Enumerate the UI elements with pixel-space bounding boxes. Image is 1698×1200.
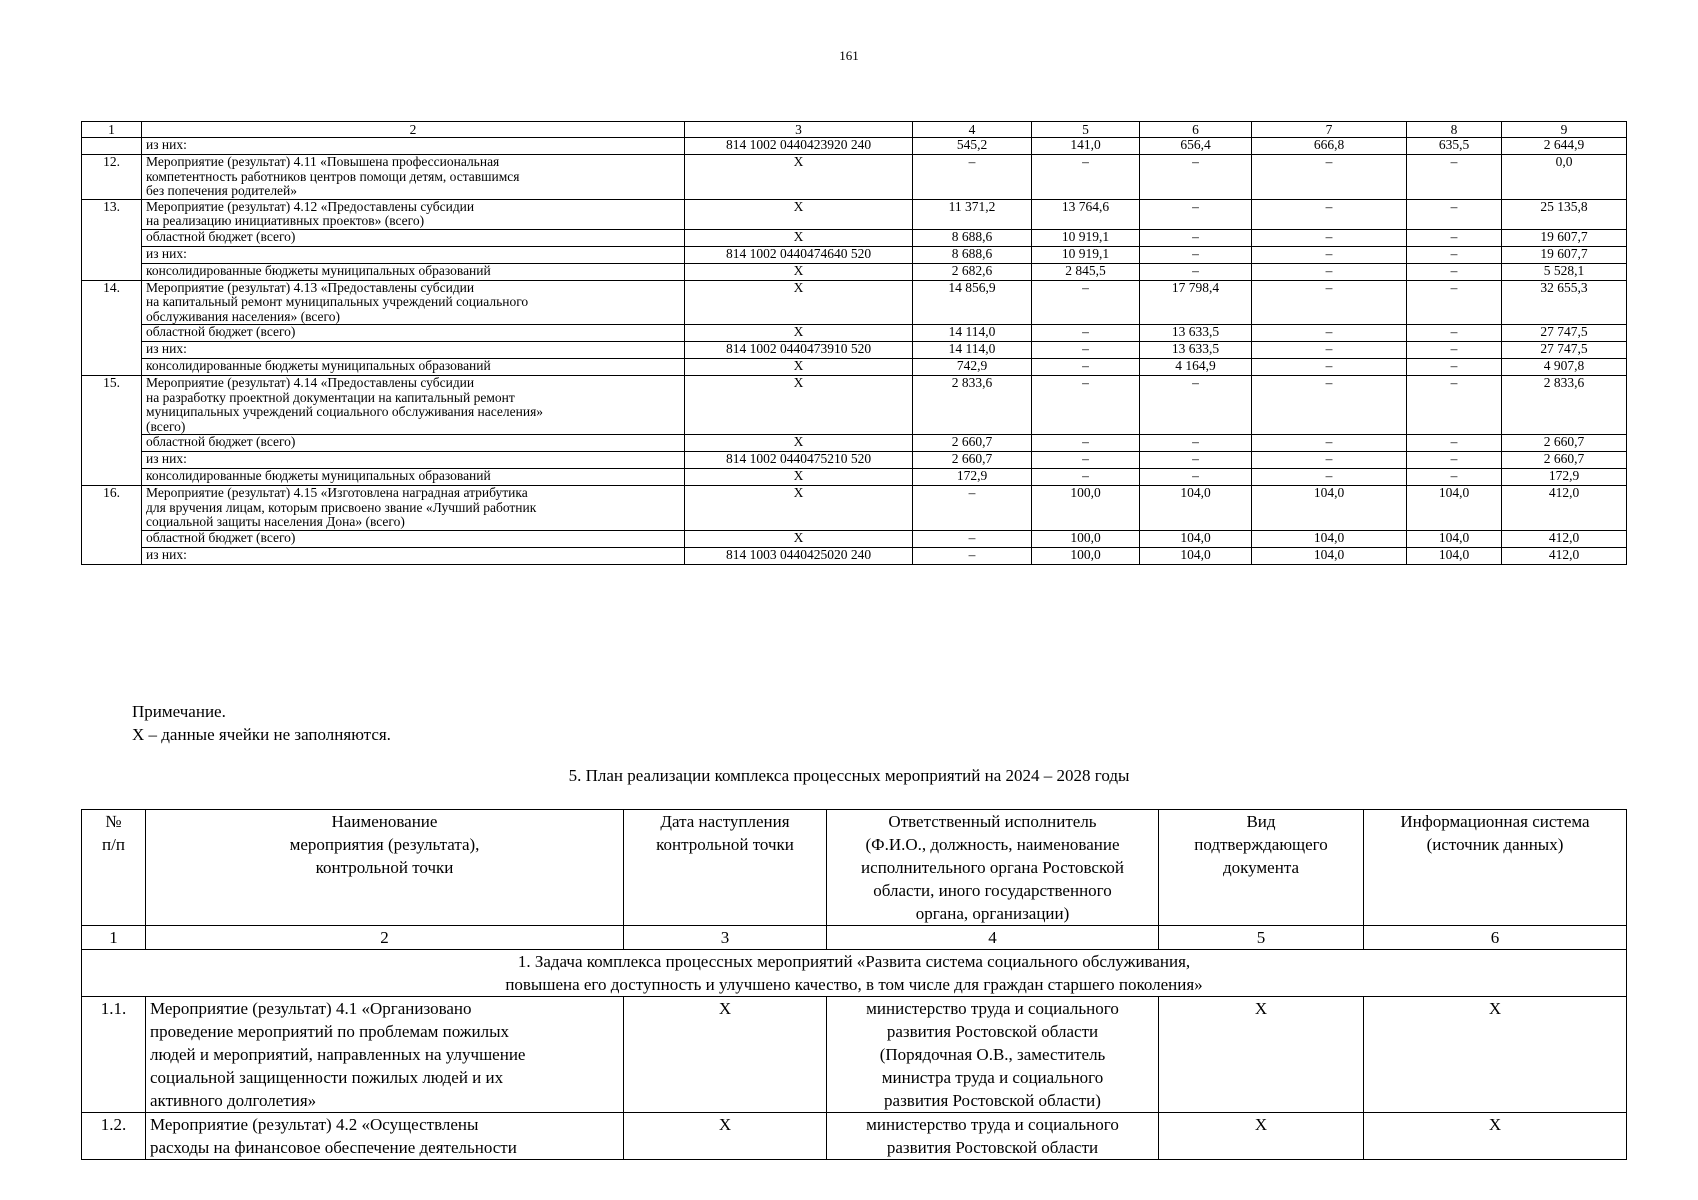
budget-code: 814 1002 0440475210 520 [685, 452, 913, 469]
budget-code: 814 1002 0440423920 240 [685, 138, 913, 155]
task-row [82, 950, 1627, 997]
row-name: Мероприятие (результат) 4.11 «Повышена профессиональная компетентность работников центров помощи детям, оставшимся без попечения родителей» [142, 155, 685, 200]
value-cell: – [1140, 469, 1252, 486]
table-row [82, 280, 1627, 325]
value-cell: 100,0 [1032, 547, 1140, 564]
value-cell: 412,0 [1502, 530, 1627, 547]
table-row [82, 452, 1627, 469]
value-cell: – [1407, 359, 1502, 376]
row-name: из них: [142, 138, 685, 155]
value-cell: 104,0 [1252, 530, 1407, 547]
row-number: 13. [82, 199, 142, 280]
table-row [82, 229, 1627, 246]
value-cell: 8 688,6 [913, 229, 1032, 246]
value-cell: – [1407, 452, 1502, 469]
value-cell: – [1252, 229, 1407, 246]
row-name: Мероприятие (результат) 4.15 «Изготовлена наградная атрибутика для вручения лицам, которым присвоено звание «Лучший работник социальной защиты населения Дона» (всего) [142, 486, 685, 531]
value-cell: – [1140, 435, 1252, 452]
value-cell: – [1407, 376, 1502, 435]
value-cell: 100,0 [1032, 486, 1140, 531]
row-name: областной бюджет (всего) [142, 530, 685, 547]
value-cell: 412,0 [1502, 547, 1627, 564]
column-header: № п/п [82, 810, 146, 926]
column-number: 1 [82, 926, 146, 950]
row-number: 1.1. [82, 997, 146, 1113]
value-cell: 2 644,9 [1502, 138, 1627, 155]
budget-code: X [685, 229, 913, 246]
value-cell: – [1407, 246, 1502, 263]
row-name: консолидированные бюджеты муниципальных образований [142, 359, 685, 376]
value-cell: – [1140, 376, 1252, 435]
table-row [82, 342, 1627, 359]
value-cell: 14 856,9 [913, 280, 1032, 325]
table-row [82, 359, 1627, 376]
value-cell: – [1252, 376, 1407, 435]
value-cell: – [1140, 452, 1252, 469]
column-number: 2 [146, 926, 624, 950]
column-header: Вид подтверждающего документа [1159, 810, 1364, 926]
value-cell: 4 907,8 [1502, 359, 1627, 376]
value-cell: – [1140, 199, 1252, 229]
value-cell: 412,0 [1502, 486, 1627, 531]
value-cell: – [1407, 342, 1502, 359]
budget-code: 814 1002 0440474640 520 [685, 246, 913, 263]
budget-code: 814 1003 0440425020 240 [685, 547, 913, 564]
table-row [82, 997, 1627, 1113]
budget-code: X [685, 376, 913, 435]
value-cell: 104,0 [1252, 547, 1407, 564]
budget-code: X [685, 469, 913, 486]
row-number: 16. [82, 486, 142, 565]
value-cell: 2 682,6 [913, 263, 1032, 280]
table-row [82, 325, 1627, 342]
value-cell: 2 660,7 [913, 452, 1032, 469]
value-cell: 666,8 [1252, 138, 1407, 155]
value-cell: 2 660,7 [913, 435, 1032, 452]
value-cell: – [1407, 199, 1502, 229]
value-cell: – [1407, 229, 1502, 246]
value-cell: 635,5 [1407, 138, 1502, 155]
table-row [82, 138, 1627, 155]
budget-code: X [685, 530, 913, 547]
value-cell: – [1140, 229, 1252, 246]
value-cell: 27 747,5 [1502, 325, 1627, 342]
budget-code: X [685, 280, 913, 325]
column-header: Ответственный исполнитель (Ф.И.О., должность, наименование исполнительного органа Ростовской области, иного государственного органа, организации) [827, 810, 1159, 926]
note [132, 700, 391, 746]
value-cell: 2 833,6 [913, 376, 1032, 435]
note-text: X – данные ячейки не заполняются. [132, 725, 391, 744]
budget-code: X [685, 199, 913, 229]
row-number: 14. [82, 280, 142, 376]
table-row [82, 486, 1627, 531]
value-cell: – [1407, 280, 1502, 325]
row-name: областной бюджет (всего) [142, 229, 685, 246]
value-cell: – [913, 547, 1032, 564]
column-header: Информационная система (источник данных) [1364, 810, 1627, 926]
value-cell: – [1032, 376, 1140, 435]
column-number: 6 [1140, 122, 1252, 138]
value-cell: 656,4 [1140, 138, 1252, 155]
information-system: X [1364, 1113, 1627, 1160]
table-row [82, 469, 1627, 486]
value-cell: 14 114,0 [913, 342, 1032, 359]
document-type: X [1159, 1113, 1364, 1160]
value-cell: – [1252, 199, 1407, 229]
value-cell: 4 164,9 [1140, 359, 1252, 376]
value-cell: – [1252, 452, 1407, 469]
row-name: консолидированные бюджеты муниципальных образований [142, 469, 685, 486]
budget-code: X [685, 155, 913, 200]
column-number: 7 [1252, 122, 1407, 138]
column-header: Наименование мероприятия (результата), контрольной точки [146, 810, 624, 926]
value-cell: – [1032, 359, 1140, 376]
row-name: из них: [142, 547, 685, 564]
table-row [82, 263, 1627, 280]
value-cell: 14 114,0 [913, 325, 1032, 342]
row-name: консолидированные бюджеты муниципальных образований [142, 263, 685, 280]
column-number: 9 [1502, 122, 1627, 138]
table-row [82, 1113, 1627, 1160]
value-cell: 27 747,5 [1502, 342, 1627, 359]
table-row [82, 530, 1627, 547]
table-row [82, 547, 1627, 564]
value-cell: 13 633,5 [1140, 325, 1252, 342]
information-system: X [1364, 997, 1627, 1113]
value-cell: – [1032, 280, 1140, 325]
row-name: из них: [142, 342, 685, 359]
value-cell: 2 833,6 [1502, 376, 1627, 435]
value-cell: – [1407, 325, 1502, 342]
value-cell: – [1252, 359, 1407, 376]
value-cell: – [1252, 246, 1407, 263]
column-number: 5 [1032, 122, 1140, 138]
document-type: X [1159, 997, 1364, 1113]
value-cell: 104,0 [1252, 486, 1407, 531]
value-cell: – [1032, 155, 1140, 200]
row-name: Мероприятие (результат) 4.12 «Предоставлены субсидии на реализацию инициативных проектов» (всего) [142, 199, 685, 229]
table-row [82, 376, 1627, 435]
value-cell: 545,2 [913, 138, 1032, 155]
value-cell: 141,0 [1032, 138, 1140, 155]
page-number: 161 [839, 48, 859, 63]
value-cell: 104,0 [1407, 530, 1502, 547]
value-cell: – [1252, 469, 1407, 486]
row-name: Мероприятие (результат) 4.2 «Осуществлены расходы на финансовое обеспечение деятельности [146, 1113, 624, 1160]
column-number: 5 [1159, 926, 1364, 950]
value-cell: 0,0 [1502, 155, 1627, 200]
row-name: из них: [142, 246, 685, 263]
value-cell: 104,0 [1140, 547, 1252, 564]
value-cell: 13 633,5 [1140, 342, 1252, 359]
value-cell: 17 798,4 [1140, 280, 1252, 325]
row-name: Мероприятие (результат) 4.1 «Организовано проведение мероприятий по проблемам пожилых людей и мероприятий, направленных на улучшение социальной защищенности пожилых людей и их активного долголетия» [146, 997, 624, 1113]
row-number: 1.2. [82, 1113, 146, 1160]
note-title: Примечание. [132, 702, 226, 721]
column-header: Дата наступления контрольной точки [624, 810, 827, 926]
value-cell: 5 528,1 [1502, 263, 1627, 280]
column-number: 3 [624, 926, 827, 950]
budget-code: X [685, 325, 913, 342]
row-number: 12. [82, 155, 142, 200]
value-cell: 32 655,3 [1502, 280, 1627, 325]
value-cell: – [1407, 263, 1502, 280]
control-date: X [624, 997, 827, 1113]
column-number: 8 [1407, 122, 1502, 138]
value-cell: 2 660,7 [1502, 452, 1627, 469]
value-cell: – [1407, 155, 1502, 200]
value-cell: 11 371,2 [913, 199, 1032, 229]
value-cell: – [1032, 325, 1140, 342]
value-cell: 742,9 [913, 359, 1032, 376]
value-cell: 104,0 [1140, 486, 1252, 531]
budget-table [81, 121, 1627, 565]
value-cell: 8 688,6 [913, 246, 1032, 263]
table-row [82, 246, 1627, 263]
value-cell: – [1252, 263, 1407, 280]
value-cell: – [913, 486, 1032, 531]
responsible-executor: министерство труда и социального развития Ростовской области (Порядочная О.В., заместитель министра труда и социального развития Ростовской области) [827, 997, 1159, 1113]
value-cell: – [1032, 435, 1140, 452]
column-number: 6 [1364, 926, 1627, 950]
value-cell: – [1407, 435, 1502, 452]
value-cell: – [1252, 280, 1407, 325]
row-name: Мероприятие (результат) 4.14 «Предоставлены субсидии на разработку проектной документации на капитальный ремонт муниципальных учреждений социального обслуживания населения» (всего) [142, 376, 685, 435]
column-number: 1 [82, 122, 142, 138]
row-name: Мероприятие (результат) 4.13 «Предоставлены субсидии на капитальный ремонт муниципальных учреждений социального обслуживания населения» (всего) [142, 280, 685, 325]
budget-code: X [685, 359, 913, 376]
value-cell: 172,9 [1502, 469, 1627, 486]
value-cell: – [1140, 263, 1252, 280]
budget-code: X [685, 486, 913, 531]
value-cell: – [913, 530, 1032, 547]
control-date: X [624, 1113, 827, 1160]
plan-table-header-row [82, 810, 1627, 926]
task-title: 1. Задача комплекса процессных мероприятий «Развита система социального обслуживания, повышена его доступность и улучшено качество, в том числе для граждан старшего поколения» [82, 950, 1627, 997]
row-name: областной бюджет (всего) [142, 325, 685, 342]
budget-code: X [685, 263, 913, 280]
row-name: областной бюджет (всего) [142, 435, 685, 452]
value-cell: – [1407, 469, 1502, 486]
value-cell: – [1032, 452, 1140, 469]
column-number: 2 [142, 122, 685, 138]
budget-code: X [685, 435, 913, 452]
section-title: 5. План реализации комплекса процессных мероприятий на 2024 – 2028 годы [568, 766, 1130, 785]
value-cell: 13 764,6 [1032, 199, 1140, 229]
plan-table [81, 809, 1627, 1160]
budget-table-header-row [82, 122, 1627, 138]
value-cell: – [1252, 325, 1407, 342]
value-cell: – [1032, 342, 1140, 359]
value-cell: – [1032, 469, 1140, 486]
table-row [82, 435, 1627, 452]
value-cell: 104,0 [1407, 486, 1502, 531]
value-cell: 10 919,1 [1032, 229, 1140, 246]
plan-table-number-row [82, 926, 1627, 950]
value-cell: – [1252, 342, 1407, 359]
table-row [82, 199, 1627, 229]
column-number: 4 [827, 926, 1159, 950]
column-number: 4 [913, 122, 1032, 138]
value-cell: 25 135,8 [1502, 199, 1627, 229]
value-cell: 19 607,7 [1502, 246, 1627, 263]
column-number: 3 [685, 122, 913, 138]
budget-code: 814 1002 0440473910 520 [685, 342, 913, 359]
value-cell: – [1252, 155, 1407, 200]
row-number: 15. [82, 376, 142, 486]
row-name: из них: [142, 452, 685, 469]
row-number [82, 138, 142, 155]
value-cell: 2 845,5 [1032, 263, 1140, 280]
responsible-executor: министерство труда и социального развития Ростовской области [827, 1113, 1159, 1160]
value-cell: – [1140, 155, 1252, 200]
value-cell: 172,9 [913, 469, 1032, 486]
table-row [82, 155, 1627, 200]
value-cell: – [1252, 435, 1407, 452]
value-cell: 104,0 [1140, 530, 1252, 547]
value-cell: 100,0 [1032, 530, 1140, 547]
value-cell: 104,0 [1407, 547, 1502, 564]
value-cell: 10 919,1 [1032, 246, 1140, 263]
value-cell: 19 607,7 [1502, 229, 1627, 246]
value-cell: – [913, 155, 1032, 200]
value-cell: 2 660,7 [1502, 435, 1627, 452]
value-cell: – [1140, 246, 1252, 263]
